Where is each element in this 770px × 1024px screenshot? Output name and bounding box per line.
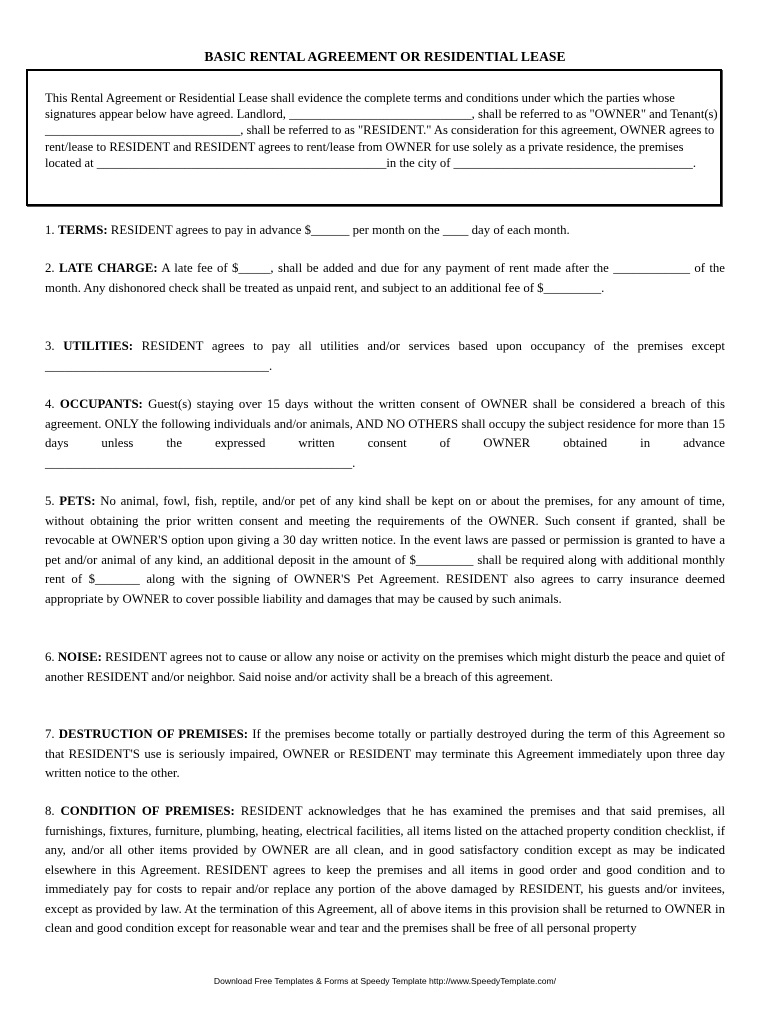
section-heading: CONDITION OF PREMISES: [60,804,235,818]
section-condition [45,802,725,939]
section-number: 3. [45,339,55,353]
section-heading: LATE CHARGE: [58,261,158,275]
section-pets [45,492,725,609]
section-text: RESIDENT acknowledges that he has examined the premises and that said premises, all furnishings, fixtures, furniture, plumbing, heating, electrical facilities, all items listed on the attached property condition checklist, if any, and/or all other items provided by OWNER are all clean, and in good satisfactory condition except as may be indicated elsewhere in this Agreement. RESIDENT agrees to keep the premises and all items in good order and good condition and to immediately pay for costs to repair and/or replace any portion of the above damaged by RESIDENT, his guests and/or invitees, except as provided by law. At the termination of this Agreement, all of above items in this provision shall be returned to OWNER in clean and good condition except for reasonable wear and tear and the premises shall be free of all personal property [45,804,726,935]
section-heading: UTILITIES: [63,339,133,353]
section-text: Guest(s) staying over 15 days without the written consent of OWNER shall be considered a breach of this agreement. ONLY the following individuals and/or animals, AND NO OTHERS shall occupy the subject residence for more than 15 days unless the expressed written consent of OWNER obtained in advance ________________________________________________. [45,397,725,470]
section-text: RESIDENT agrees not to cause or allow any noise or activity on the premises which might disturb the peace and quiet of another RESIDENT and/or neighbor. Said noise and/or activity shall be a breach of this agreement. [45,650,726,684]
section-number: 2. [45,261,55,275]
section-noise [45,648,725,687]
section-number: 8. [45,804,55,818]
section-heading: OCCUPANTS: [59,397,143,411]
section-number: 6. [45,650,55,664]
section-heading: DESTRUCTION OF PREMISES: [58,727,248,741]
section-number: 4. [45,397,55,411]
footer-download-link[interactable]: Download Free Templates & Forms at Speedy Template http://www.SpeedyTemplate.com/ [213,976,557,986]
section-utilities [45,337,725,376]
document-title: BASIC RENTAL AGREEMENT OR RESIDENTIAL LEASE [204,49,566,64]
section-text: If the premises become totally or partially destroyed during the term of this Agreement so that RESIDENT'S use is seriously impaired, OWNER or RESIDENT may terminate this Agreement immediately upon three day written notice to the other. [45,727,726,780]
section-heading: TERMS: [57,223,108,237]
section-text: No animal, fowl, fish, reptile, and/or pet of any kind shall be kept on or about the premises, for any amount of time, without obtaining the prior written consent and meeting the requirements of the OWNER. Such consent if granted, shall be revocable at OWNER'S option upon giving a 30 day written notice. In the event laws are passed or permission is granted to have a pet and/or animal of any kind, an additional deposit in the amount of $_________ shall be required along with additional monthly rent of $_______ along with the signing of OWNER'S Pet Agreement. RESIDENT also agrees to carry insurance deemed appropriate by OWNER to cover possible liability and damages that may be caused by such animals. [45,494,725,606]
section-occupants [45,395,725,473]
section-text: RESIDENT agrees to pay in advance $______ per month on the ____ day of each month. [110,223,570,237]
section-heading: NOISE: [57,650,102,664]
section-late-charge [45,259,725,298]
section-number: 1. [45,223,55,237]
section-text: A late fee of $_____, shall be added and due for any payment of rent made after the ____________ of the month. Any dishonored check shall be treated as unpaid rent, and subject to an additional fee of $_________. [45,261,725,295]
intro-paragraph: This Rental Agreement or Residential Lease shall evidence the complete terms and conditions under which the parties whose signatures appear below have agreed. Landlord, _____________________________, shall be referred to as "OWNER" and Tenant(s) _______________________________, shall be referred to as "RESIDENT." As consideration for this agreement, OWNER agrees to rent/lease to RESIDENT and RESIDENT agrees to rent/lease from OWNER for use solely as a private residence, the premises located at ______________________________________________in the city of ______________________________________. [45,91,718,170]
section-number: 7. [45,727,55,741]
section-destruction [45,725,725,784]
section-terms [45,221,725,241]
section-number: 5. [45,494,55,508]
section-text: RESIDENT agrees to pay all utilities and/or services based upon occupancy of the premises except ___________________________________. [45,339,725,373]
section-heading: PETS: [59,494,96,508]
